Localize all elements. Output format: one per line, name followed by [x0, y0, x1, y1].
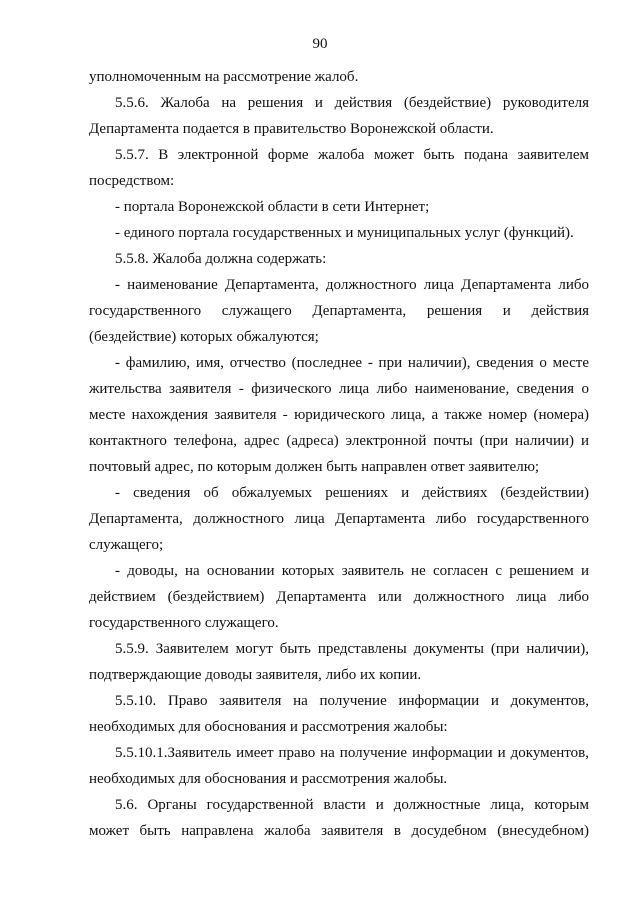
document-body — [89, 64, 589, 844]
paragraph-5-5-8: 5.5.8. Жалоба должна содержать: — [115, 251, 327, 267]
list-item-applicant-details: - фамилию, имя, отчество (последнее - при наличии), сведения о месте жительства заявителя - физического лица либо наименование, сведения о месте нахождения заявителя - юридического лица, а также номер (номера) контактного телефона, адрес (адреса) электронной почты (при наличии) и почтовый адрес, по которым должен быть направлен ответ заявителю; — [89, 355, 589, 475]
list-item-department-name: - наименование Департамента, должностного лица Департамента либо государственного служащего Департамента, решения и действия (бездействие) которых обжалуются; — [89, 277, 589, 345]
paragraph-5-5-10-1: 5.5.10.1.Заявитель имеет право на получение информации и документов, необходимых для обоснования и рассмотрения жалобы. — [89, 745, 589, 787]
list-item-unified-portal: - единого портала государственных и муниципальных услуг (функций). — [115, 225, 574, 241]
paragraph-5-5-7: 5.5.7. В электронной форме жалоба может быть подана заявителем посредством: — [89, 147, 589, 189]
list-item-appealed-decisions: - сведения об обжалуемых решениях и действиях (бездействии) Департамента, должностного лица Департамента либо государственного служащего; — [89, 485, 589, 553]
list-item-arguments: - доводы, на основании которых заявитель не согласен с решением и действием (бездействием) Департамента или должностного лица либо государственного служащего. — [89, 563, 589, 631]
paragraph-5-5-10: 5.5.10. Право заявителя на получение информации и документов, необходимых для обоснования и рассмотрения жалобы: — [89, 693, 589, 735]
paragraph-5-5-6: 5.5.6. Жалоба на решения и действия (бездействие) руководителя Департамента подается в правительство Воронежской области. — [89, 95, 589, 137]
list-item-regional-portal: - портала Воронежской области в сети Интернет; — [115, 199, 430, 215]
paragraph-5-5-9: 5.5.9. Заявителем могут быть представлены документы (при наличии), подтверждающие доводы заявителя, либо их копии. — [89, 641, 589, 683]
page-number: 90 — [312, 36, 328, 52]
paragraph-5-6: 5.6. Органы государственной власти и должностные лица, которым может быть направлена жалоба заявителя в досудебном (внесудебном) — [89, 797, 589, 839]
paragraph-continuation: уполномоченным на рассмотрение жалоб. — [89, 69, 359, 85]
